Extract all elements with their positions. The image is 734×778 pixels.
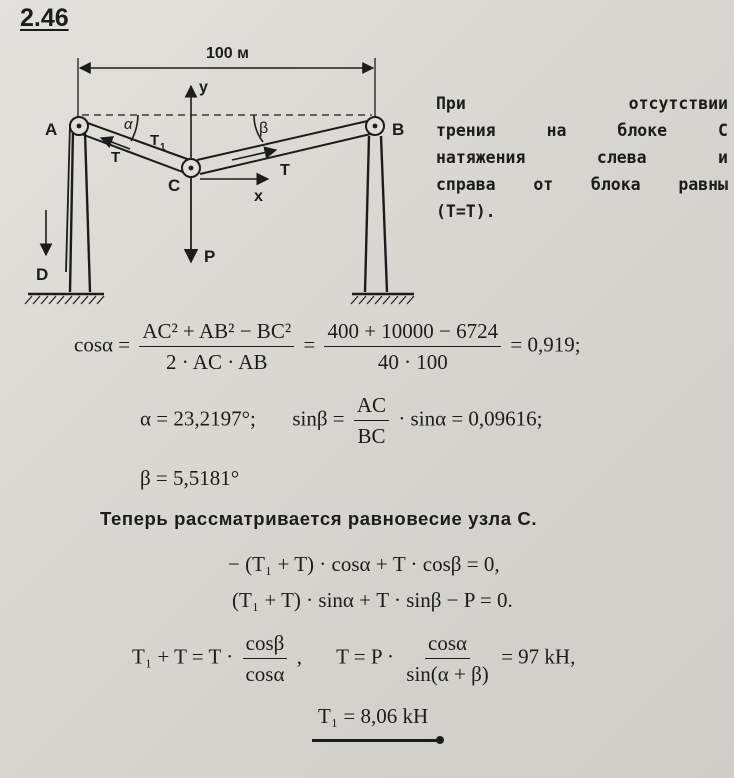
alpha-sinbeta-line <box>140 392 543 449</box>
sinbeta-rest: · sinα = 0,09616; <box>398 406 543 431</box>
mechanics-diagram <box>0 0 440 318</box>
eq3-numerator: cosβ <box>243 630 288 659</box>
problem-number: 2.46 <box>20 4 69 32</box>
label-t-right: T <box>280 162 290 179</box>
side-note <box>436 90 728 225</box>
eq4-denominator: sin(α + β) <box>406 662 489 686</box>
label-d: D <box>36 265 49 284</box>
cos-fraction-symbolic <box>139 318 294 375</box>
label-b: B <box>392 120 405 139</box>
alpha-value: α = 23,2197°; <box>140 406 256 431</box>
span-label: 100 м <box>206 45 249 62</box>
eq3-lhs: T₁ + T = T · <box>132 644 234 669</box>
cos-denominator: 2 · AC · AB <box>165 350 268 374</box>
label-t-left: T <box>111 149 121 166</box>
right-ground-hatch <box>351 296 414 304</box>
note-line-4: справа от блока равны <box>436 175 728 194</box>
tension-relations <box>132 630 575 687</box>
sinbeta-fraction <box>354 392 389 449</box>
left-post-outer <box>70 130 73 292</box>
cos-result: = 0,919; <box>510 332 581 357</box>
cos-equals: = <box>303 332 316 357</box>
eq3-tail: , <box>296 644 302 669</box>
cos-alpha-formula <box>74 318 581 375</box>
end-dot <box>436 736 444 744</box>
note-line-5: (Т=Т). <box>436 202 496 221</box>
label-t1: T <box>150 132 160 149</box>
eq4-numerator: cosα <box>425 630 470 659</box>
label-beta: β <box>259 120 269 137</box>
equilibrium-heading: Теперь рассматривается равновесие узла С. <box>100 508 538 529</box>
eq4-rhs: = 97 kH, <box>501 644 576 669</box>
equilibrium-eq-1: − (T₁ + T) · cosα + T · cosβ = 0, <box>228 552 500 576</box>
result-underline <box>312 739 440 742</box>
label-a: A <box>45 120 58 139</box>
label-p: P <box>204 247 216 266</box>
cos-denominator-values: 40 · 100 <box>377 350 448 374</box>
left-post-inner <box>85 132 90 292</box>
label-t1-sub: 1 <box>160 142 166 153</box>
sinbeta-numerator: AC <box>354 392 389 421</box>
right-post-outer <box>365 136 369 292</box>
cable-to-d <box>66 124 70 272</box>
label-alpha: α <box>124 116 133 133</box>
beta-value: β = 5,5181° <box>140 466 240 490</box>
right-post-inner <box>381 136 387 292</box>
sinbeta-lhs: sinβ = <box>292 406 345 431</box>
cos-numerator: AC² + AB² − BC² <box>139 318 294 347</box>
eq3-denominator: cosα <box>245 662 285 686</box>
left-ground-hatch <box>25 296 104 304</box>
sinbeta-denominator: BC <box>357 424 386 448</box>
note-line-3: натяжения слева и <box>436 148 728 167</box>
label-x: x <box>254 188 263 205</box>
equilibrium-eq-2: (T₁ + T) · sinα + T · sinβ − P = 0. <box>232 588 513 612</box>
cos-lhs: cosα = <box>74 332 131 357</box>
label-c: C <box>168 176 181 195</box>
eq3-fraction <box>242 630 287 687</box>
cos-fraction-numeric <box>324 318 501 375</box>
eq4-lhs: T = P · <box>336 644 395 669</box>
final-result: T₁ = 8,06 kH <box>318 704 429 728</box>
note-line-2: трения на блоке С <box>436 121 728 140</box>
eq4-fraction <box>403 630 492 687</box>
label-y: y <box>199 79 208 96</box>
cos-numerator-values: 400 + 10000 − 6724 <box>324 318 501 347</box>
note-line-1: При отсутствии <box>436 94 728 113</box>
